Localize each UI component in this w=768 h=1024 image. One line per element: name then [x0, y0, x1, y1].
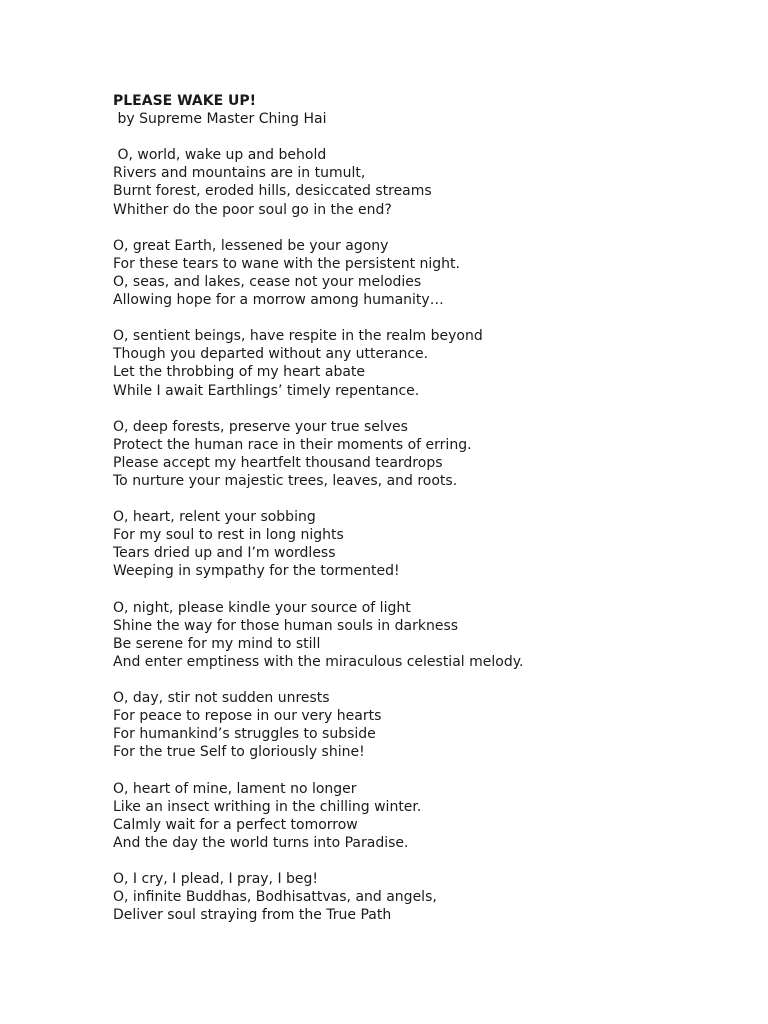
poem-stanza: [113, 599, 733, 671]
poem-line: Like an insect writhing in the chilling winter.: [113, 798, 422, 815]
poem-line: O, infinite Buddhas, Bodhisattvas, and angels,: [113, 889, 437, 906]
poem-line: Let the throbbing of my heart abate: [113, 364, 366, 381]
poem-line: O, I cry, I plead, I pray, I beg!: [113, 871, 319, 888]
poem-line: For humankind’s struggles to subside: [113, 726, 376, 743]
poem-stanza: [113, 327, 733, 399]
poem-line: For peace to repose in our very hearts: [113, 708, 382, 725]
poem-byline: by Supreme Master Ching Hai: [113, 111, 327, 128]
poem-line: Deliver soul straying from the True Path: [113, 907, 392, 924]
poem-stanza: [113, 508, 733, 580]
poem-line: O, heart of mine, lament no longer: [113, 780, 357, 797]
poem-line: Protect the human race in their moments of erring.: [113, 436, 472, 453]
poem-line: To nurture your majestic trees, leaves, and roots.: [113, 472, 458, 489]
poem-line: O, night, please kindle your source of light: [113, 599, 411, 616]
poem-stanza: [113, 418, 733, 490]
poem-stanza: [113, 780, 733, 852]
poem-line: Burnt forest, eroded hills, desiccated streams: [113, 183, 432, 200]
poem-stanza: [113, 689, 733, 761]
poem-line: Be serene for my mind to still: [113, 635, 321, 652]
poem-line: And enter emptiness with the miraculous celestial melody.: [113, 653, 524, 670]
poem-stanza: [113, 237, 733, 309]
poem-stanza: [113, 146, 733, 218]
poem-title: PLEASE WAKE UP!: [113, 93, 257, 109]
poem-line: O, great Earth, lessened be your agony: [113, 237, 389, 254]
poem-body: [113, 146, 733, 924]
document-page: [113, 92, 733, 942]
poem-line: O, sentient beings, have respite in the realm beyond: [113, 328, 483, 345]
poem-line: Whither do the poor soul go in the end?: [113, 201, 392, 218]
poem-line: For my soul to rest in long nights: [113, 527, 344, 544]
poem-line: O, day, stir not sudden unrests: [113, 690, 330, 707]
poem-line: Calmly wait for a perfect tomorrow: [113, 816, 358, 833]
poem-line: Allowing hope for a morrow among humanity…: [113, 292, 444, 309]
poem-line: Though you departed without any utterance.: [113, 346, 429, 363]
poem-line: O, world, wake up and behold: [113, 147, 327, 164]
poem-line: Please accept my heartfelt thousand teardrops: [113, 454, 443, 471]
poem-line: Rivers and mountains are in tumult,: [113, 165, 366, 182]
poem-line: Weeping in sympathy for the tormented!: [113, 563, 400, 580]
poem-line: And the day the world turns into Paradise.: [113, 834, 409, 851]
poem-line: Shine the way for those human souls in darkness: [113, 617, 459, 634]
poem-line: O, heart, relent your sobbing: [113, 509, 316, 526]
poem-line: O, seas, and lakes, cease not your melodies: [113, 273, 422, 290]
poem-line: O, deep forests, preserve your true selves: [113, 418, 408, 435]
poem-line: For the true Self to gloriously shine!: [113, 744, 365, 761]
poem-line: For these tears to wane with the persistent night.: [113, 255, 460, 272]
poem-stanza: [113, 870, 733, 924]
poem-line: Tears dried up and I’m wordless: [113, 545, 336, 562]
poem-line: While I await Earthlings’ timely repentance.: [113, 382, 420, 399]
